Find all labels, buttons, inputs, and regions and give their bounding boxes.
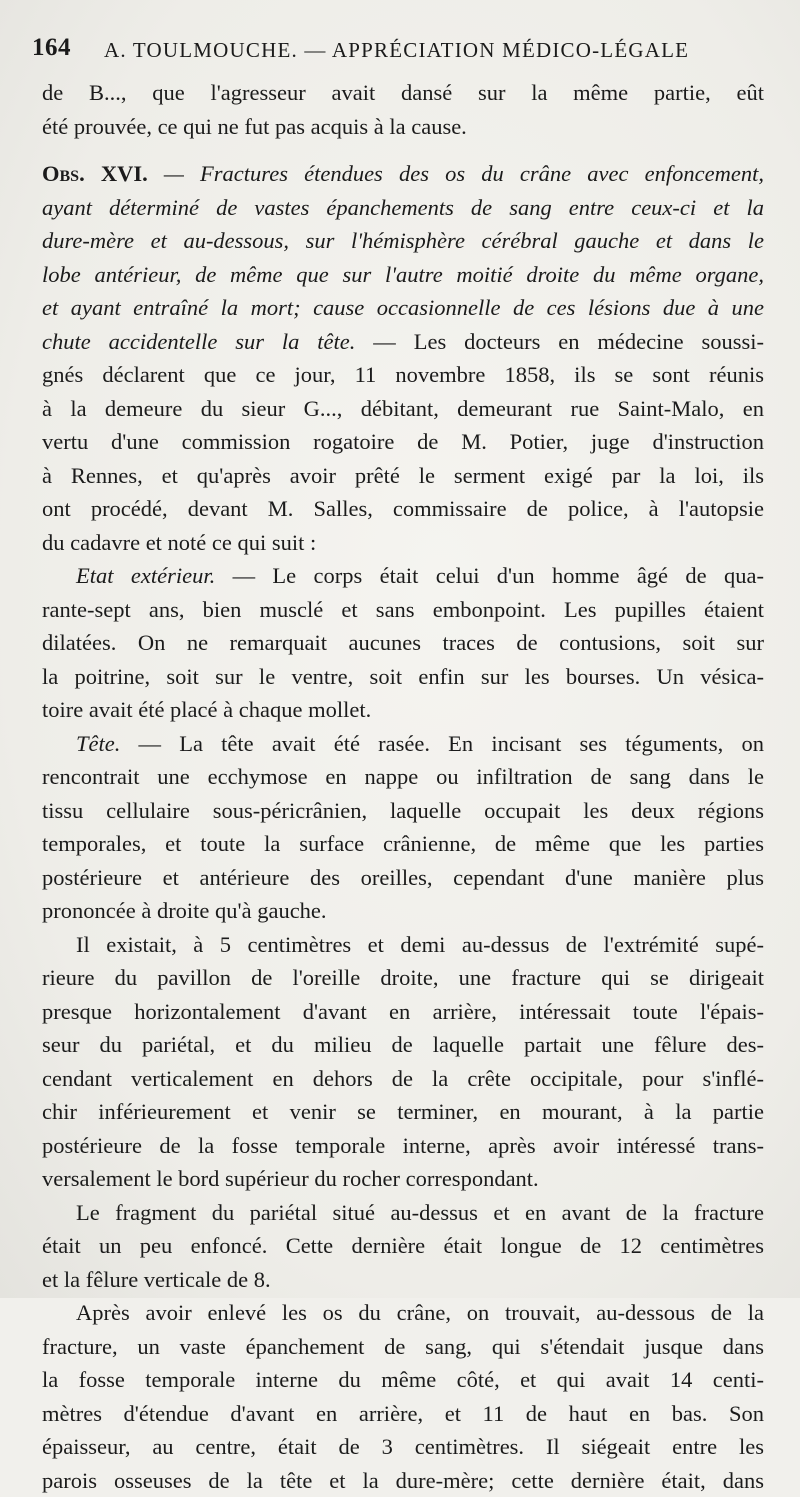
text-line [42, 291, 764, 325]
line-text: — Les docteurs en médecine soussi- [355, 329, 764, 354]
line-text: rieure du pavillon de l'oreille droite, une fracture qui se dirigeait [42, 965, 764, 990]
line-text: la poitrine, soit sur le ventre, soit enfin sur les bourses. Un vésica- [42, 664, 764, 689]
line-text: vertu d'une commission rogatoire de M. Potier, juge d'instruction [42, 429, 764, 454]
text-line [42, 660, 764, 694]
text-line [42, 1129, 764, 1163]
line-text: tissu cellulaire sous-péricrânien, laquelle occupait les deux régions [42, 798, 764, 823]
text-line [42, 1363, 764, 1397]
line-text: presque horizontalement d'avant en arrière, intéressait toute l'épais- [42, 999, 764, 1024]
line-text: — La tête avait été rasée. En incisant ses téguments, on [120, 731, 764, 756]
text-line [42, 1229, 764, 1263]
text-line [42, 1296, 764, 1330]
text-line [42, 861, 764, 895]
text-line [42, 526, 764, 560]
text-line [42, 760, 764, 794]
text-line [42, 157, 764, 191]
text-line [42, 224, 764, 258]
line-text: dure-mère et au-dessous, sur l'hémisphère cérébral gauche et dans le [42, 228, 764, 253]
line-text: chir inférieurement et venir se terminer, en mourant, à la partie [42, 1099, 764, 1124]
line-text: ont procédé, devant M. Salles, commissaire de police, à l'autopsie [42, 496, 764, 521]
line-text: rencontrait une ecchymose en nappe ou infiltration de sang dans le [42, 764, 764, 789]
text-line [42, 1196, 764, 1230]
observation-label: Obs. XVI. [42, 161, 148, 186]
text-line [42, 995, 764, 1029]
text-line [42, 593, 764, 627]
line-text: postérieure et antérieure des oreilles, cependant d'une manière plus [42, 865, 764, 890]
line-text: mètres d'étendue d'avant en arrière, et 11 de haut en bas. Son [42, 1401, 764, 1426]
line-text: versalement le bord supérieur du rocher correspondant. [42, 1166, 539, 1191]
text-line [42, 392, 764, 426]
line-text: lobe antérieur, de même que sur l'autre moitié droite du même organe, [42, 262, 764, 287]
line-text: dilatées. On ne remarquait aucunes traces de contusions, soit sur [42, 630, 764, 655]
line-text: et ayant entraîné la mort; cause occasionnelle de ces lésions due à une [42, 295, 764, 320]
line-text: la fosse temporale interne du même côté, et qui avait 14 centi- [42, 1367, 764, 1392]
italic-heading: Etat extérieur. [76, 563, 215, 588]
text-line [42, 794, 764, 828]
page-number: 164 [32, 34, 71, 62]
text-line [42, 76, 764, 110]
line-text: toire avait été placé à chaque mollet. [42, 697, 371, 722]
body-text [42, 76, 764, 1497]
text-line [42, 928, 764, 962]
line-text: fracture, un vaste épanchement de sang, qui s'étendait jusque dans [42, 1334, 764, 1359]
line-text: et la fêlure verticale de 8. [42, 1267, 271, 1292]
paragraph-gap [42, 143, 764, 157]
text-line [42, 258, 764, 292]
line-text: temporales, et toute la surface crânienne, de même que les parties [42, 831, 764, 856]
line-text: été prouvée, ce qui ne fut pas acquis à la cause. [42, 114, 467, 139]
text-line [42, 559, 764, 593]
text-line [42, 827, 764, 861]
text-line [42, 1062, 764, 1096]
text-line [42, 1162, 764, 1196]
line-text: rante-sept ans, bien musclé et sans embonpoint. Les pupilles étaient [42, 597, 764, 622]
line-text: seur du pariétal, et du milieu de laquelle partait une fêlure des- [42, 1032, 764, 1057]
text-line [42, 425, 764, 459]
text-line [42, 1397, 764, 1431]
text-line [42, 961, 764, 995]
text-line [42, 110, 764, 144]
line-text: à la demeure du sieur G..., débitant, demeurant rue Saint-Malo, en [42, 396, 764, 421]
text-line [42, 358, 764, 392]
line-text: du cadavre et noté ce qui suit : [42, 530, 316, 555]
line-text: était un peu enfoncé. Cette dernière était longue de 12 centimètres [42, 1233, 764, 1258]
line-text: postérieure de la fosse temporale interne, après avoir intéressé trans- [42, 1133, 764, 1158]
text-line [42, 191, 764, 225]
line-text: à Rennes, et qu'après avoir prêté le serment exigé par la loi, ils [42, 463, 764, 488]
line-text: — Fractures étendues des os du crâne avec enfoncement, [148, 161, 764, 186]
line-text: gnés déclarent que ce jour, 11 novembre 1858, ils se sont réunis [42, 362, 764, 387]
line-text: de B..., que l'agresseur avait dansé sur la même partie, eût [42, 80, 764, 105]
text-line [42, 1263, 764, 1297]
text-line [42, 1330, 764, 1364]
text-line [42, 1095, 764, 1129]
text-line [42, 626, 764, 660]
text-line [42, 693, 764, 727]
text-line [42, 325, 764, 359]
text-line [42, 1464, 764, 1497]
text-line [42, 459, 764, 493]
italic-heading: Tête. [76, 731, 120, 756]
line-text: Le fragment du pariétal situé au-dessus et en avant de la fracture [76, 1200, 764, 1225]
line-text: Il existait, à 5 centimètres et demi au-dessus de l'extrémité supé- [76, 932, 764, 957]
line-text: cendant verticalement en dehors de la crête occipitale, pour s'inflé- [42, 1066, 764, 1091]
text-line [42, 492, 764, 526]
line-text: parois osseuses de la tête et la dure-mère; cette dernière était, dans [42, 1468, 764, 1493]
text-line [42, 727, 764, 761]
running-head: A. TOULMOUCHE. — APPRÉCIATION MÉDICO-LÉGALE [104, 38, 689, 63]
text-line [42, 1028, 764, 1062]
text-line [42, 1430, 764, 1464]
line-text: — Le corps était celui d'un homme âgé de qua- [215, 563, 764, 588]
italic-heading: chute accidentelle sur la tête. [42, 329, 355, 354]
text-line [42, 894, 764, 928]
line-text: Après avoir enlevé les os du crâne, on trouvait, au-dessous de la [76, 1300, 764, 1325]
line-text: prononcée à droite qu'à gauche. [42, 898, 327, 923]
line-text: ayant déterminé de vastes épanchements de sang entre ceux-ci et la [42, 195, 764, 220]
line-text: épaisseur, au centre, était de 3 centimètres. Il siégeait entre les [42, 1434, 764, 1459]
page-header [32, 36, 772, 66]
